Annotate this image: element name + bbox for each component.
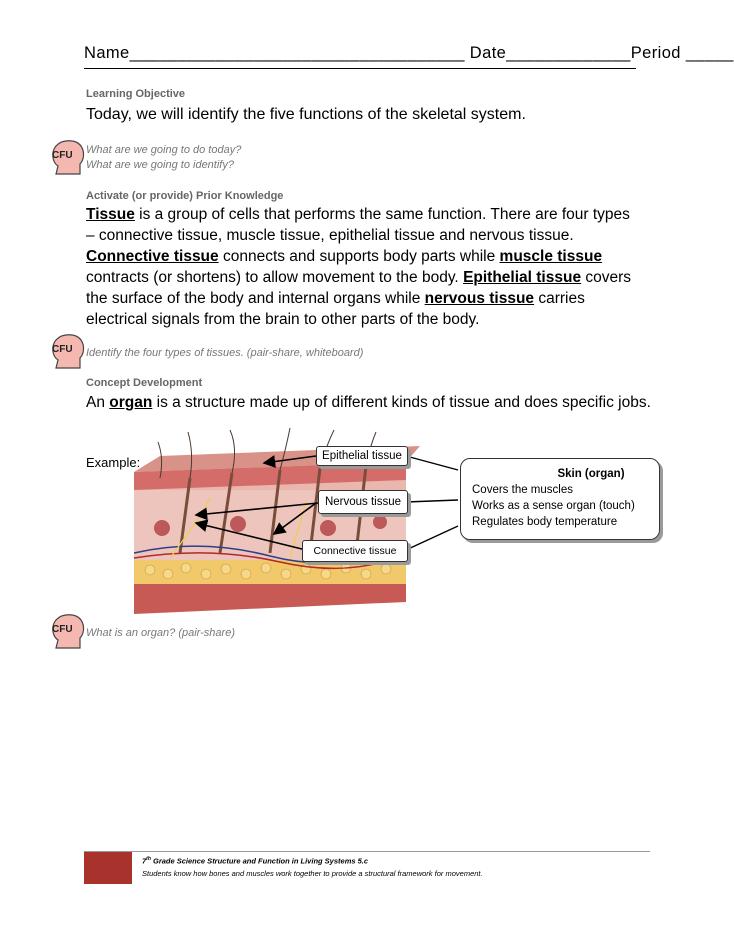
cfu-question-2: Identify the four types of tissues. (pair-share, whiteboard) [86,347,364,359]
cfu-badge: CFU [52,150,73,161]
skin-organ-title: Skin (organ) [557,468,625,480]
cfu-badge: CFU [52,624,73,635]
footer-rule [84,851,650,852]
name-label: Name [84,44,130,62]
footer-grade: 7 [142,856,147,866]
epithelial-definition: covers the surface of the body and internal organs while [86,269,632,307]
footer-standard-description: Students know how bones and muscles work together to provide a structural framework for movement. [142,869,483,878]
name-blank[interactable]: ___________________________________ [129,44,465,62]
prior-knowledge-label: Activate (or provide) Prior Knowledge [86,190,284,202]
term-organ: organ [109,394,153,411]
cfu-badge: CFU [52,344,73,355]
organ-def-rest: is a structure made up of different kinds of tissue and does specific jobs. [152,394,651,411]
term-epithelial-tissue: Epithelial tissue [463,269,582,286]
example-label: Example: [86,455,141,470]
connective-tissue-callout: Connective tissue [302,540,408,562]
footer-color-block [84,852,132,884]
organ-def-prefix: An [86,394,110,411]
epithelial-tissue-callout: Epithelial tissue [316,446,408,466]
cfu-question-1-line1: What are we going to do today? [86,144,242,156]
term-tissue: Tissue [86,206,135,223]
footer-standard-name: Grade Science Structure and Function in Living Systems 5.c [150,856,369,866]
term-nervous-tissue: nervous tissue [424,290,535,307]
cfu-question-1-line2: What are we going to identify? [86,159,234,171]
period-blank[interactable]: _____ [685,44,734,62]
date-blank[interactable]: _____________ [506,44,631,62]
footer-grade-suffix: th [146,856,151,862]
skin-organ-item-2: Works as a sense organ (touch) [472,500,635,512]
tissue-definition: is a group of cells that performs the same function. There are four types – connective tissue, muscle tissue, epithelial tissue and nervous tissue. [86,206,630,244]
period-label: Period [630,44,681,62]
nervous-tissue-callout: Nervous tissue [318,490,408,514]
nervous-definition: carries electrical signals from the brain to other parts of the body. [86,290,585,328]
date-label: Date [469,44,507,62]
learning-objective-label: Learning Objective [86,88,186,100]
muscle-definition: contracts (or shortens) to allow movement to the body. [86,269,464,286]
learning-objective-text: Today, we will identify the five functions of the skeletal system. [86,106,526,123]
term-muscle-tissue: muscle tissue [499,248,603,265]
skin-organ-item-1: Covers the muscles [472,484,573,496]
skin-organ-item-3: Regulates body temperature [472,516,618,528]
connective-definition: connects and supports body parts while [218,248,500,265]
skin-organ-text [472,466,660,530]
footer-standard-title [142,856,368,866]
concept-development-label: Concept Development [86,377,203,389]
term-connective-tissue: Connective tissue [86,248,219,265]
cfu-question-3: What is an organ? (pair-share) [86,627,235,639]
